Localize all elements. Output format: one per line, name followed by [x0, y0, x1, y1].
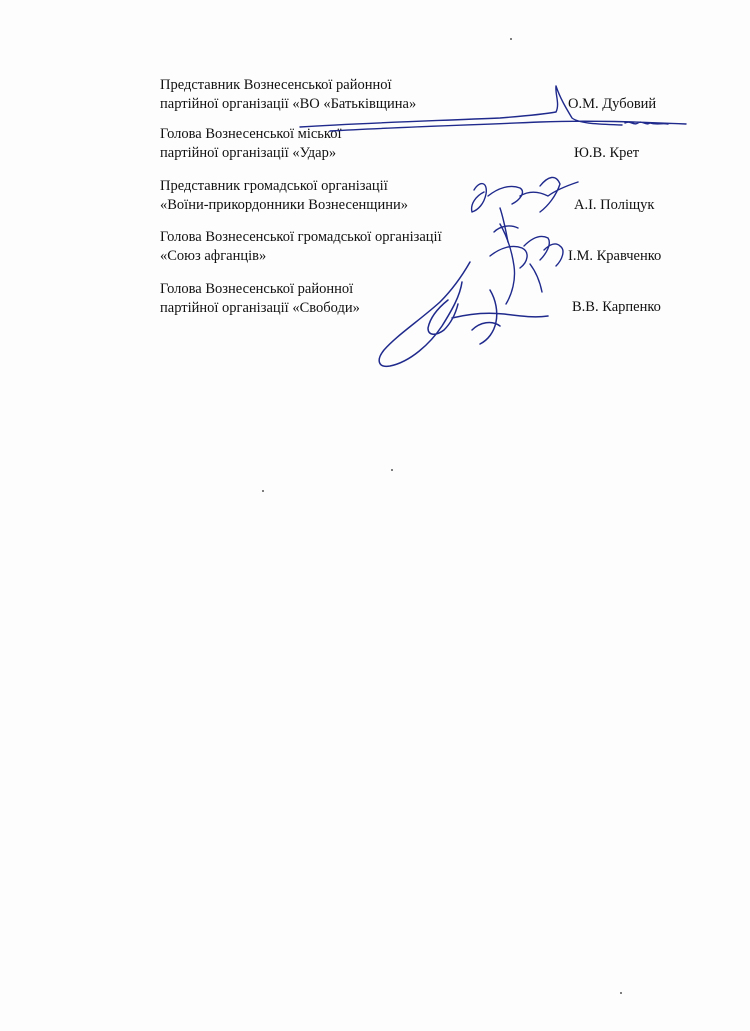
scan-speck	[620, 992, 622, 994]
role-line: Голова Вознесенської громадської організації	[160, 229, 442, 245]
role-line: «Воїни-прикордонники Вознесенщини»	[160, 197, 408, 213]
signatory-role-2	[160, 125, 341, 163]
role-line: партійної організації «Удар»	[160, 145, 337, 161]
signatory-role-3	[160, 177, 408, 215]
signatory-name-1: О.М. Дубовий	[568, 96, 657, 112]
role-line: Голова Вознесенської міської	[160, 126, 342, 142]
signatory-name-2: Ю.В. Крет	[574, 145, 640, 161]
role-line: партійної організації «ВО «Батьківщина»	[160, 96, 417, 112]
signatory-name-3: А.І. Поліщук	[574, 197, 655, 213]
role-line: Голова Вознесенської районної	[160, 281, 354, 297]
scan-speck	[510, 38, 512, 40]
signatory-role-1	[160, 76, 416, 114]
signatory-name-4: І.М. Кравченко	[568, 248, 662, 264]
signatory-role-4	[160, 228, 442, 266]
role-line: «Союз афганців»	[160, 248, 267, 264]
role-line: Представник громадської організації	[160, 178, 388, 194]
scan-speck	[391, 469, 393, 471]
signatory-role-5	[160, 280, 360, 318]
handwritten-signature-5	[379, 262, 548, 366]
signatory-name-5: В.В. Карпенко	[572, 299, 661, 315]
handwritten-signature-4	[490, 224, 563, 304]
role-line: Представник Вознесенської районної	[160, 77, 392, 93]
scan-speck	[262, 490, 264, 492]
handwritten-signature-3	[472, 177, 578, 242]
role-line: партійної організації «Свободи»	[160, 300, 360, 316]
